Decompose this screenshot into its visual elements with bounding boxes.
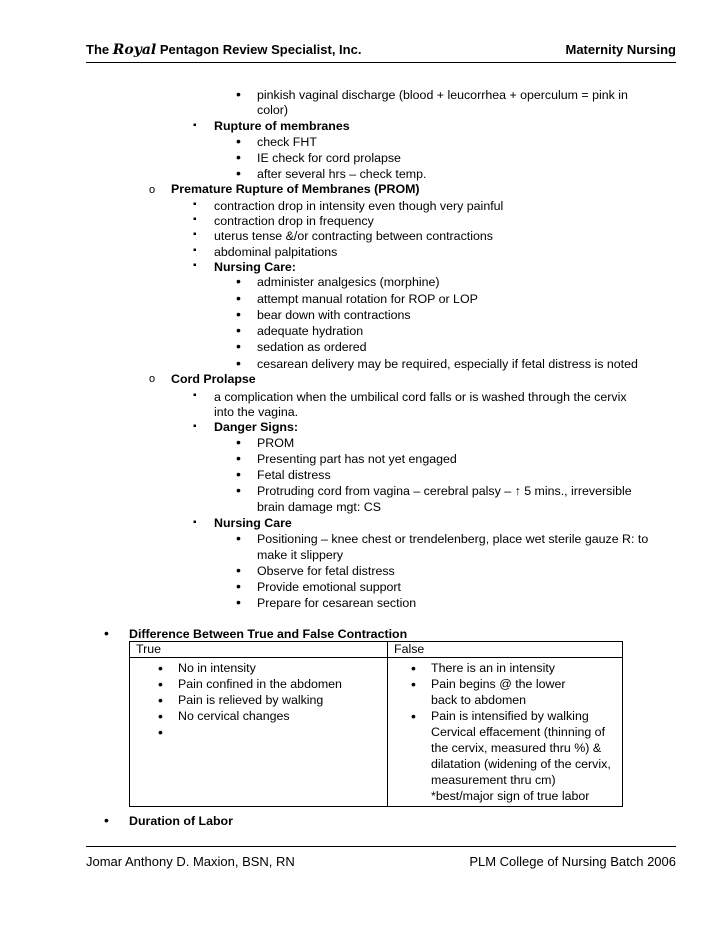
bullet-icon: • <box>158 708 163 724</box>
false-column <box>388 658 623 807</box>
text-line: administer analgesics (morphine) <box>257 275 440 289</box>
section-heading: Difference Between True and False Contraction <box>129 627 408 641</box>
text-line: Observe for fetal distress <box>257 564 395 578</box>
footer-author: Jomar Anthony D. Maxion, BSN, RN <box>86 854 295 869</box>
text-line: uterus tense &/or contracting between contractions <box>214 229 493 243</box>
circle-bullet-icon: o <box>149 373 156 385</box>
square-bullet-icon: ▪ <box>193 120 197 131</box>
section-heading: Duration of Labor <box>129 814 233 828</box>
bullet-icon: • <box>236 86 241 102</box>
bullet-icon: • <box>236 165 241 181</box>
page-header <box>86 42 676 63</box>
text-line: brain damage mgt: CS <box>257 500 381 514</box>
bullet-icon: • <box>158 660 163 676</box>
bullet-icon: • <box>411 676 416 692</box>
list-item: • Pain confined in the abdomen <box>158 676 342 692</box>
bullet-icon: • <box>236 133 241 149</box>
square-bullet-icon: ▪ <box>193 260 197 271</box>
bullet-icon: • <box>236 355 241 371</box>
bullet-icon: • <box>236 338 241 354</box>
text-line: Presenting part has not yet engaged <box>257 452 457 466</box>
header-prefix: The <box>86 42 110 57</box>
bullet-icon: • <box>236 306 241 322</box>
circle-bullet-icon: o <box>149 184 156 196</box>
bullet-icon: • <box>236 466 241 482</box>
text-line: Prepare for cesarean section <box>257 596 417 610</box>
bullet-icon: • <box>104 812 109 828</box>
bullet-icon: • <box>236 562 241 578</box>
bullet-icon: • <box>236 594 241 610</box>
list-item: • Pain begins @ the lower back to abdomen <box>411 676 566 707</box>
list-item: • Pain is relieved by walking <box>158 692 324 708</box>
table-header-true: True <box>130 642 388 658</box>
true-column <box>130 658 388 807</box>
text-line: check FHT <box>257 135 317 149</box>
text-line: adequate hydration <box>257 324 364 338</box>
footer-batch: PLM College of Nursing Batch 2006 <box>469 854 676 869</box>
contraction-comparison-table <box>129 641 623 807</box>
subheading: Nursing Care: <box>214 260 296 274</box>
text-line: Protruding cord from vagina – cerebral palsy – ↑ 5 mins., irreversible <box>257 484 632 498</box>
square-bullet-icon: ▪ <box>193 214 197 225</box>
bullet-icon: • <box>411 708 416 724</box>
text-line: cesarean delivery may be required, especially if fetal distress is noted <box>257 357 638 371</box>
square-bullet-icon: ▪ <box>193 517 197 528</box>
square-bullet-icon: ▪ <box>193 245 197 256</box>
text-line: PROM <box>257 436 295 450</box>
bullet-icon: • <box>158 676 163 692</box>
text-line: bear down with contractions <box>257 308 411 322</box>
header-subject: Maternity Nursing <box>565 42 676 57</box>
text-line: Provide emotional support <box>257 580 401 594</box>
bullet-icon: • <box>236 322 241 338</box>
subheading: Danger Signs: <box>214 420 298 434</box>
page-footer <box>86 846 676 873</box>
bullet-icon: • <box>158 692 163 708</box>
bullet-icon: • <box>104 625 109 641</box>
list-item <box>130 724 387 740</box>
bullet-icon: • <box>158 724 163 740</box>
text-line: pinkish vaginal discharge (blood + leucorrhea + operculum = pink in <box>257 88 628 102</box>
text-line: a complication when the umbilical cord falls or is washed through the cervix <box>214 390 627 404</box>
text-line: sedation as ordered <box>257 340 367 354</box>
header-org: Pentagon Review Specialist, Inc. <box>159 42 362 57</box>
square-bullet-icon: ▪ <box>193 390 197 401</box>
text-line: abdominal palpitations <box>214 245 338 259</box>
text-line: make it slippery <box>257 548 344 562</box>
bullet-icon: • <box>236 273 241 289</box>
text-line: IE check for cord prolapse <box>257 151 401 165</box>
text-line: Positioning – knee chest or trendelenberg, place wet sterile gauze R: to <box>257 532 649 546</box>
section-heading: Cord Prolapse <box>171 372 256 386</box>
square-bullet-icon: ▪ <box>193 421 197 432</box>
bullet-icon: • <box>236 530 241 546</box>
bullet-icon: • <box>236 578 241 594</box>
list-item: • No cervical changes <box>158 708 290 724</box>
text-line: attempt manual rotation for ROP or LOP <box>257 292 478 306</box>
list-item: • Pain is intensified by walking Cervical effacement (thinning of the cervix, measured thru %) & dilatation (widening of the cervix, measurement thru cm) *best/major sign of true labor <box>411 708 611 803</box>
list-item: • There is an in intensity <box>411 660 555 676</box>
bullet-icon: • <box>236 482 241 498</box>
section-heading: Premature Rupture of Membranes (PROM) <box>171 182 420 196</box>
square-bullet-icon: ▪ <box>193 229 197 240</box>
bullet-icon: • <box>236 290 241 306</box>
subheading: Nursing Care <box>214 516 292 530</box>
square-bullet-icon: ▪ <box>193 199 197 210</box>
bullet-icon: • <box>236 434 241 450</box>
text-line: into the vagina. <box>214 405 299 419</box>
text-line: color) <box>257 103 288 117</box>
text-line: contraction drop in intensity even though very painful <box>214 199 504 213</box>
table-header-false: False <box>388 642 623 658</box>
header-title <box>86 42 361 58</box>
bullet-icon: • <box>236 149 241 165</box>
list-item: • No in intensity <box>158 660 256 676</box>
header-royal: Royal <box>112 42 157 58</box>
text-line: contraction drop in frequency <box>214 214 374 228</box>
bullet-icon: • <box>411 660 416 676</box>
bullet-icon: • <box>236 450 241 466</box>
text-line: Fetal distress <box>257 468 331 482</box>
text-line: after several hrs – check temp. <box>257 167 427 181</box>
subheading: Rupture of membranes <box>214 119 350 133</box>
